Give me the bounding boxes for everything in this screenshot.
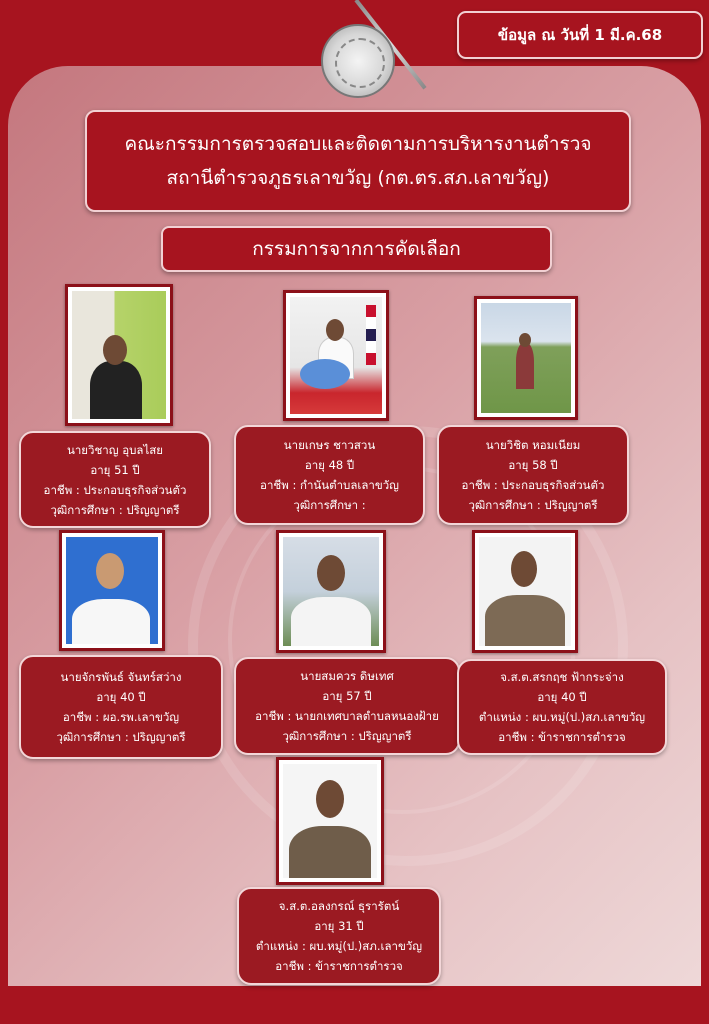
title-line-2: สถานีตำรวจภูธรเลาขวัญ (กต.ตร.สภ.เลาขวัญ) (166, 167, 550, 189)
member-name: นายวิชิต หอมเนียม (485, 438, 581, 452)
member-photo (472, 530, 578, 653)
member-photo (276, 757, 384, 885)
section-title: กรรมการจากการคัดเลือก (161, 226, 552, 272)
member-card (19, 655, 223, 759)
member-photo (474, 296, 578, 420)
member-card (237, 887, 441, 985)
member-position: ตำแหน่ง : ผบ.หมู่(ป.)สภ.เลาขวัญ (255, 939, 423, 953)
member-education: วุฒิการศึกษา : ปริญญาตรี (282, 729, 412, 743)
title-line-1: คณะกรรมการตรวจสอบและติดตามการบริหารงานตำรวจ (124, 133, 592, 155)
member-card (234, 425, 425, 525)
member-education: วุฒิการศึกษา : ปริญญาตรี (50, 502, 180, 517)
member-photo (65, 284, 173, 426)
member-age: อายุ 31 ปี (314, 919, 364, 933)
member-position: ตำแหน่ง : ผบ.หมู่(ป.)สภ.เลาขวัญ (478, 710, 646, 724)
member-age: อายุ 40 ปี (96, 690, 146, 704)
member-card (19, 431, 211, 528)
member-occupation: อาชีพ : ข้าราชการตำรวจ (275, 959, 403, 973)
bottom-band (0, 986, 709, 1024)
member-name: นายสมควร ดิษเทศ (300, 669, 394, 683)
date-badge: ข้อมูล ณ วันที่ 1 มี.ค.68 (457, 11, 703, 59)
member-occupation: อาชีพ : ข้าราชการตำรวจ (498, 730, 626, 744)
member-occupation: อาชีพ : ประกอบธุรกิจส่วนตัว (461, 478, 605, 492)
member-age: อายุ 48 ปี (304, 458, 355, 472)
member-photo (283, 290, 389, 421)
member-card (457, 659, 667, 755)
member-education: วุฒิการศึกษา : ปริญญาตรี (56, 730, 186, 744)
police-emblem-icon (321, 24, 395, 98)
member-age: อายุ 58 ปี (508, 458, 558, 472)
member-name: จ.ส.ต.อลงกรณ์ ธุรารัตน์ (278, 899, 400, 913)
member-occupation: อาชีพ : ประกอบธุรกิจส่วนตัว (43, 482, 187, 497)
member-occupation: อาชีพ : กำนันตำบลเลาขวัญ (260, 478, 399, 492)
member-card (437, 425, 629, 525)
member-photo (59, 530, 165, 651)
member-age: อายุ 57 ปี (322, 689, 372, 703)
member-name: นายเกษร ชาวสวน (283, 438, 376, 452)
member-name: จ.ส.ต.สรกฤช ฟ้ากระจ่าง (500, 670, 624, 684)
member-age: อายุ 51 ปี (90, 462, 140, 477)
member-age: อายุ 40 ปี (537, 690, 587, 704)
member-name: นายวิชาญ อุบลไสย (66, 442, 164, 457)
page-title (85, 110, 631, 212)
member-occupation: อาชีพ : นายกเทศบาลตำบลหนองฝ้าย (255, 709, 439, 723)
member-education: วุฒิการศึกษา : ปริญญาตรี (468, 498, 598, 512)
member-photo (276, 530, 386, 653)
member-card (234, 657, 460, 755)
member-name: นายจักรพันธ์ จันทร์สว่าง (60, 670, 182, 684)
member-education: วุฒิการศึกษา : (293, 498, 366, 512)
member-occupation: อาชีพ : ผอ.รพ.เลาขวัญ (62, 710, 180, 724)
